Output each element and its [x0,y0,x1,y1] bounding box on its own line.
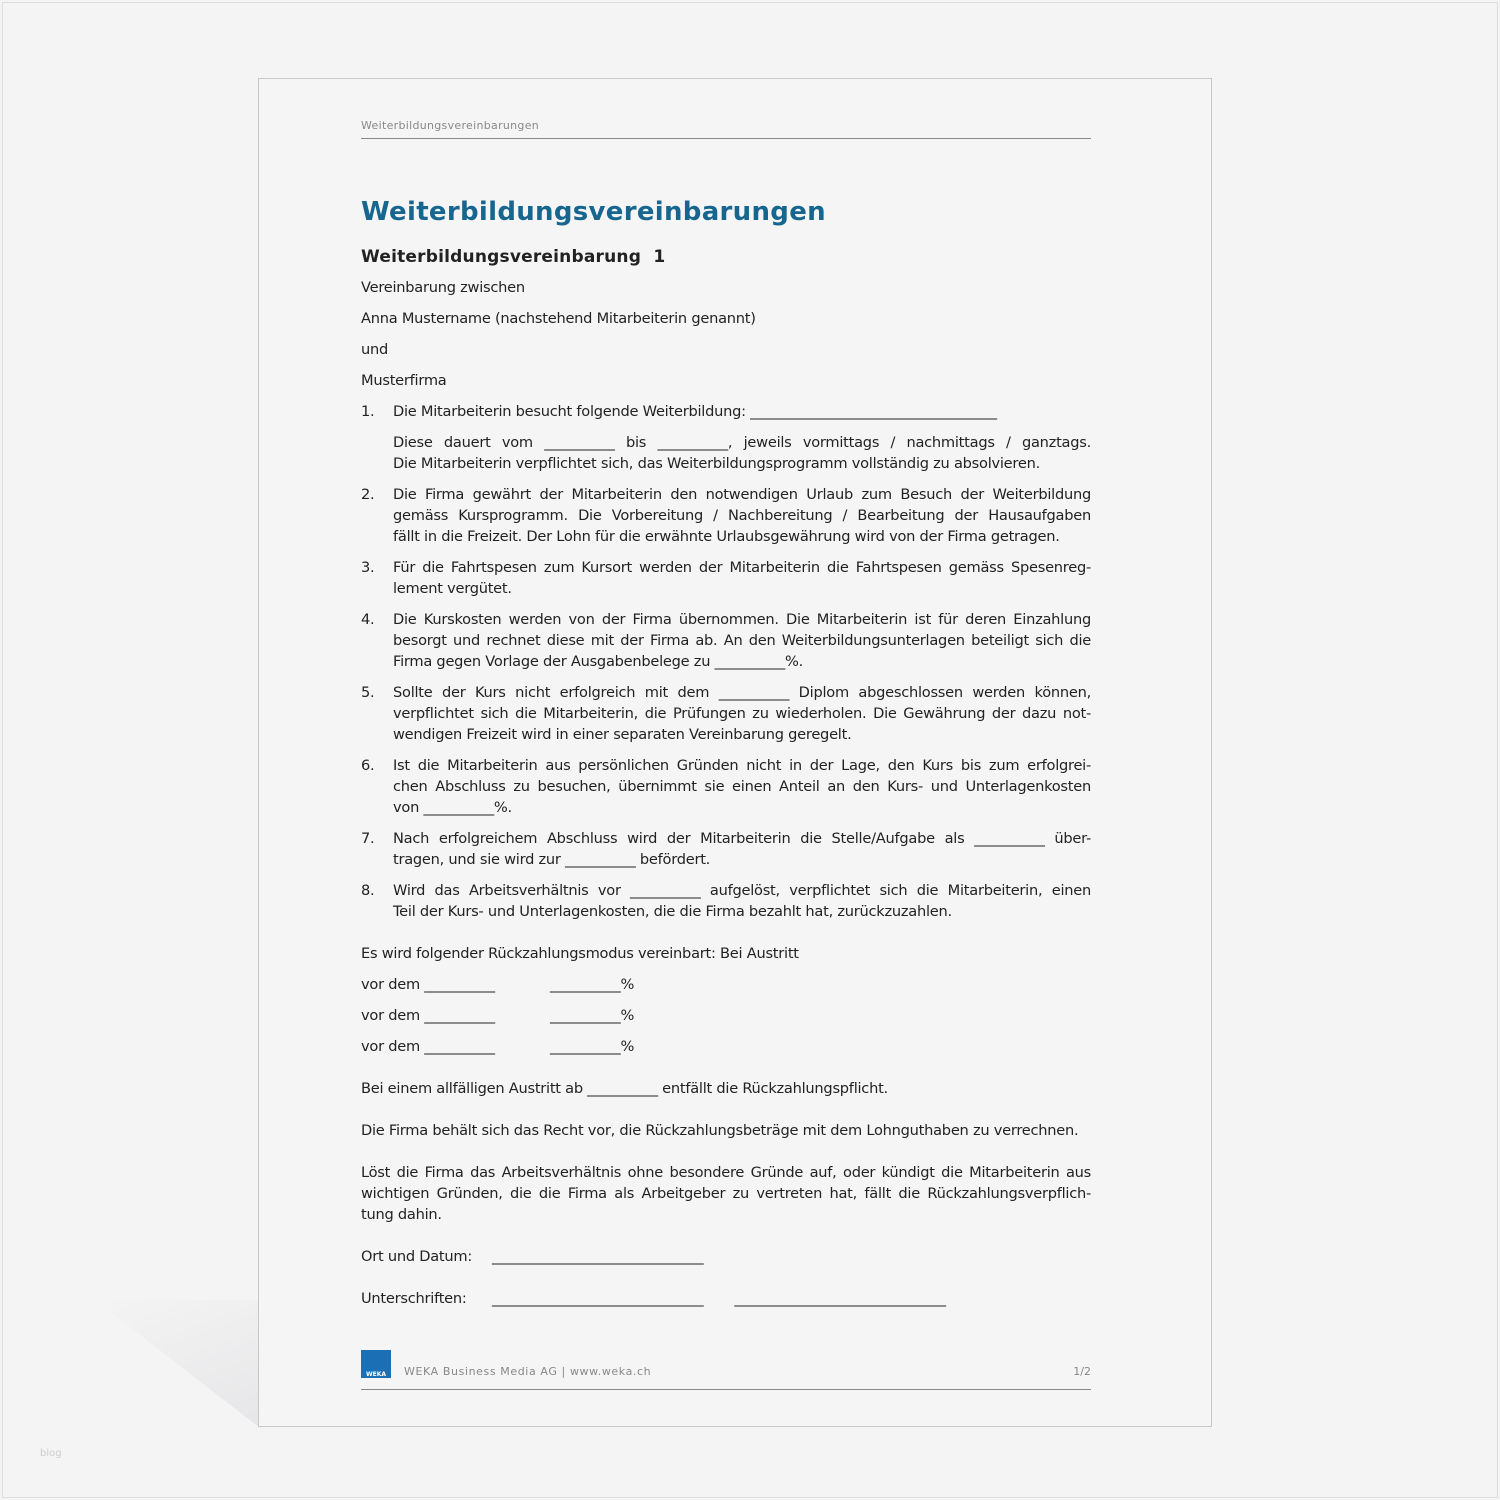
text-line: tragen, und sie wird zur __________ befördert. [393,851,711,868]
place-date-row [361,1246,1091,1267]
repay-date-field: vor dem __________ [361,1007,495,1024]
repay-table [361,974,1091,1057]
document-page [258,78,1212,1427]
offset-text: Die Firma behält sich das Recht vor, die Rückzahlungsbeträge mit dem Lohnguthaben zu verrechnen. [361,1122,1079,1139]
item-number: 5. [361,684,375,701]
place-date-field[interactable]: ______________________________ [492,1248,704,1265]
repay-date-field: vor dem __________ [361,976,495,993]
text-line: Die Firma gewährt der Mitarbeiterin den notwendigen Urlaub zum Besuch der Weiterbildung [393,486,1091,503]
text-line: Löst die Firma das Arbeitsverhältnis ohne besondere Gründe auf, oder kündigt die Mitarbeiterin aus [361,1164,1091,1181]
repay-row [361,974,1091,995]
item-paragraph [393,880,1091,922]
item-paragraph [393,557,1091,599]
item-paragraph [393,432,1091,474]
text-line: Diese dauert vom __________ bis __________, jeweils vormittags / nachmittags / ganztags. [393,434,1091,451]
item-number: 3. [361,559,375,576]
list-item [361,609,1091,672]
text-line: verpflichtet sich die Mitarbeiterin, die Prüfungen zu wiederholen. Die Gewährung der dazu not- [393,705,1091,722]
item-number: 8. [361,882,375,899]
item-number: 6. [361,757,375,774]
text-line: tung dahin. [361,1206,442,1223]
document-title: Weiterbildungsvereinbarungen [361,197,826,227]
item-number: 2. [361,486,375,503]
repay-percent-field: __________% [550,1038,635,1055]
list-item [361,401,1091,474]
intro-line: und [361,341,389,358]
item-text [393,401,1091,474]
intro-line: Vereinbarung zwischen [361,279,525,296]
repay-percent-field: __________% [550,976,635,993]
text-line: wichtigen Gründen, die die Firma als Arbeitgeber zu vertreten hat, fällt die Rückzahlungsverpflich- [361,1185,1091,1202]
item-number: 4. [361,611,375,628]
item-text [393,682,1091,745]
signature-field-1[interactable]: ______________________________ [492,1290,704,1307]
item-paragraph [393,682,1091,745]
place-date-label: Ort und Datum: [361,1248,473,1265]
item-paragraph [393,609,1091,672]
repay-row [361,1036,1091,1057]
text-line: Die Mitarbeiterin verpflichtet sich, das Weiterbildungsprogramm vollständig zu absolvieren. [393,455,1040,472]
intro-line: Musterfirma [361,372,447,389]
exemption-text: Bei einem allfälligen Austritt ab __________ entfällt die Rückzahlungspflicht. [361,1080,888,1097]
intro [361,277,1091,401]
repay-percent-field: __________% [550,1007,635,1024]
signature-row [361,1288,1091,1309]
numbered-list [361,401,1091,922]
list-item [361,557,1091,599]
text-line: von __________%. [393,799,512,816]
item-number: 7. [361,830,375,847]
text-line: Die Mitarbeiterin besucht folgende Weiterbildung: ___________________________________ [393,403,997,420]
section-title: Weiterbildungsvereinbarung 1 [361,247,666,267]
item-text [393,557,1091,599]
text-line: Die Kurskosten werden von der Firma übernommen. Die Mitarbeiterin ist für deren Einzahlung [393,611,1091,628]
list-item [361,755,1091,818]
list-item [361,682,1091,745]
text-line: Firma gegen Vorlage der Ausgabenbelege zu __________%. [393,653,804,670]
text-line: Für die Fahrtspesen zum Kursort werden der Mitarbeiterin die Fahrtspesen gemäss Spesenreg- [393,559,1091,576]
item-paragraph [393,755,1091,818]
page-number: 1/2 [1073,1365,1091,1378]
item-paragraph [393,401,1091,422]
footer-company: WEKA Business Media AG | www.weka.ch [404,1365,652,1378]
item-text [393,609,1091,672]
footer [361,1349,1091,1390]
repay-intro: Es wird folgender Rückzahlungsmodus vereinbart: Bei Austritt [361,945,799,962]
item-number: 1. [361,403,375,420]
repay-date-field: vor dem __________ [361,1038,495,1055]
text-line: fällt in die Freizeit. Der Lohn für die erwähnte Urlaubsgewährung wird von der Firma getragen. [393,528,1060,545]
signature-label: Unterschriften: [361,1290,467,1307]
text-line: chen Abschluss zu besuchen, übernimmt sie einen Anteil an den Kurs- und Unterlagenkosten [393,778,1091,795]
signature-field-2[interactable]: ______________________________ [734,1290,946,1307]
text-line: Nach erfolgreichem Abschluss wird der Mitarbeiterin die Stelle/Aufgabe als __________ über- [393,830,1091,847]
text-line: lement vergütet. [393,580,512,597]
item-text [393,880,1091,922]
list-item [361,880,1091,922]
text-line: besorgt und rechnet diese mit der Firma ab. An den Weiterbildungsunterlagen beteiligt sich die [393,632,1091,649]
text-line: gemäss Kursprogramm. Die Vorbereitung / Nachbereitung / Bearbeitung der Hausaufgaben [393,507,1091,524]
item-text [393,755,1091,818]
item-text [393,484,1091,547]
intro-line: Anna Mustername (nachstehend Mitarbeiterin genannt) [361,310,756,327]
item-paragraph [393,484,1091,547]
list-item [361,828,1091,870]
text-line: Teil der Kurs- und Unterlagenkosten, die die Firma bezahlt hat, zurückzuzahlen. [393,903,952,920]
list-item [361,484,1091,547]
termination-text [361,1162,1091,1225]
running-header: Weiterbildungsvereinbarungen [361,119,1091,139]
text-line: Ist die Mitarbeiterin aus persönlichen Gründen nicht in der Lage, den Kurs bis zum erfolgrei- [393,757,1091,774]
watermark: blog [40,1448,62,1459]
text-line: Sollte der Kurs nicht erfolgreich mit dem __________ Diplom abgeschlossen werden können, [393,684,1091,701]
text-line: wendigen Freizeit wird in einer separaten Vereinbarung geregelt. [393,726,852,743]
item-paragraph [393,828,1091,870]
item-text [393,828,1091,870]
document-body [361,277,1091,1309]
repay-row [361,1005,1091,1026]
text-line: Wird das Arbeitsverhältnis vor __________ aufgelöst, verpflichtet sich die Mitarbeiterin, einen [393,882,1091,899]
weka-logo: WEKA [361,1350,391,1378]
